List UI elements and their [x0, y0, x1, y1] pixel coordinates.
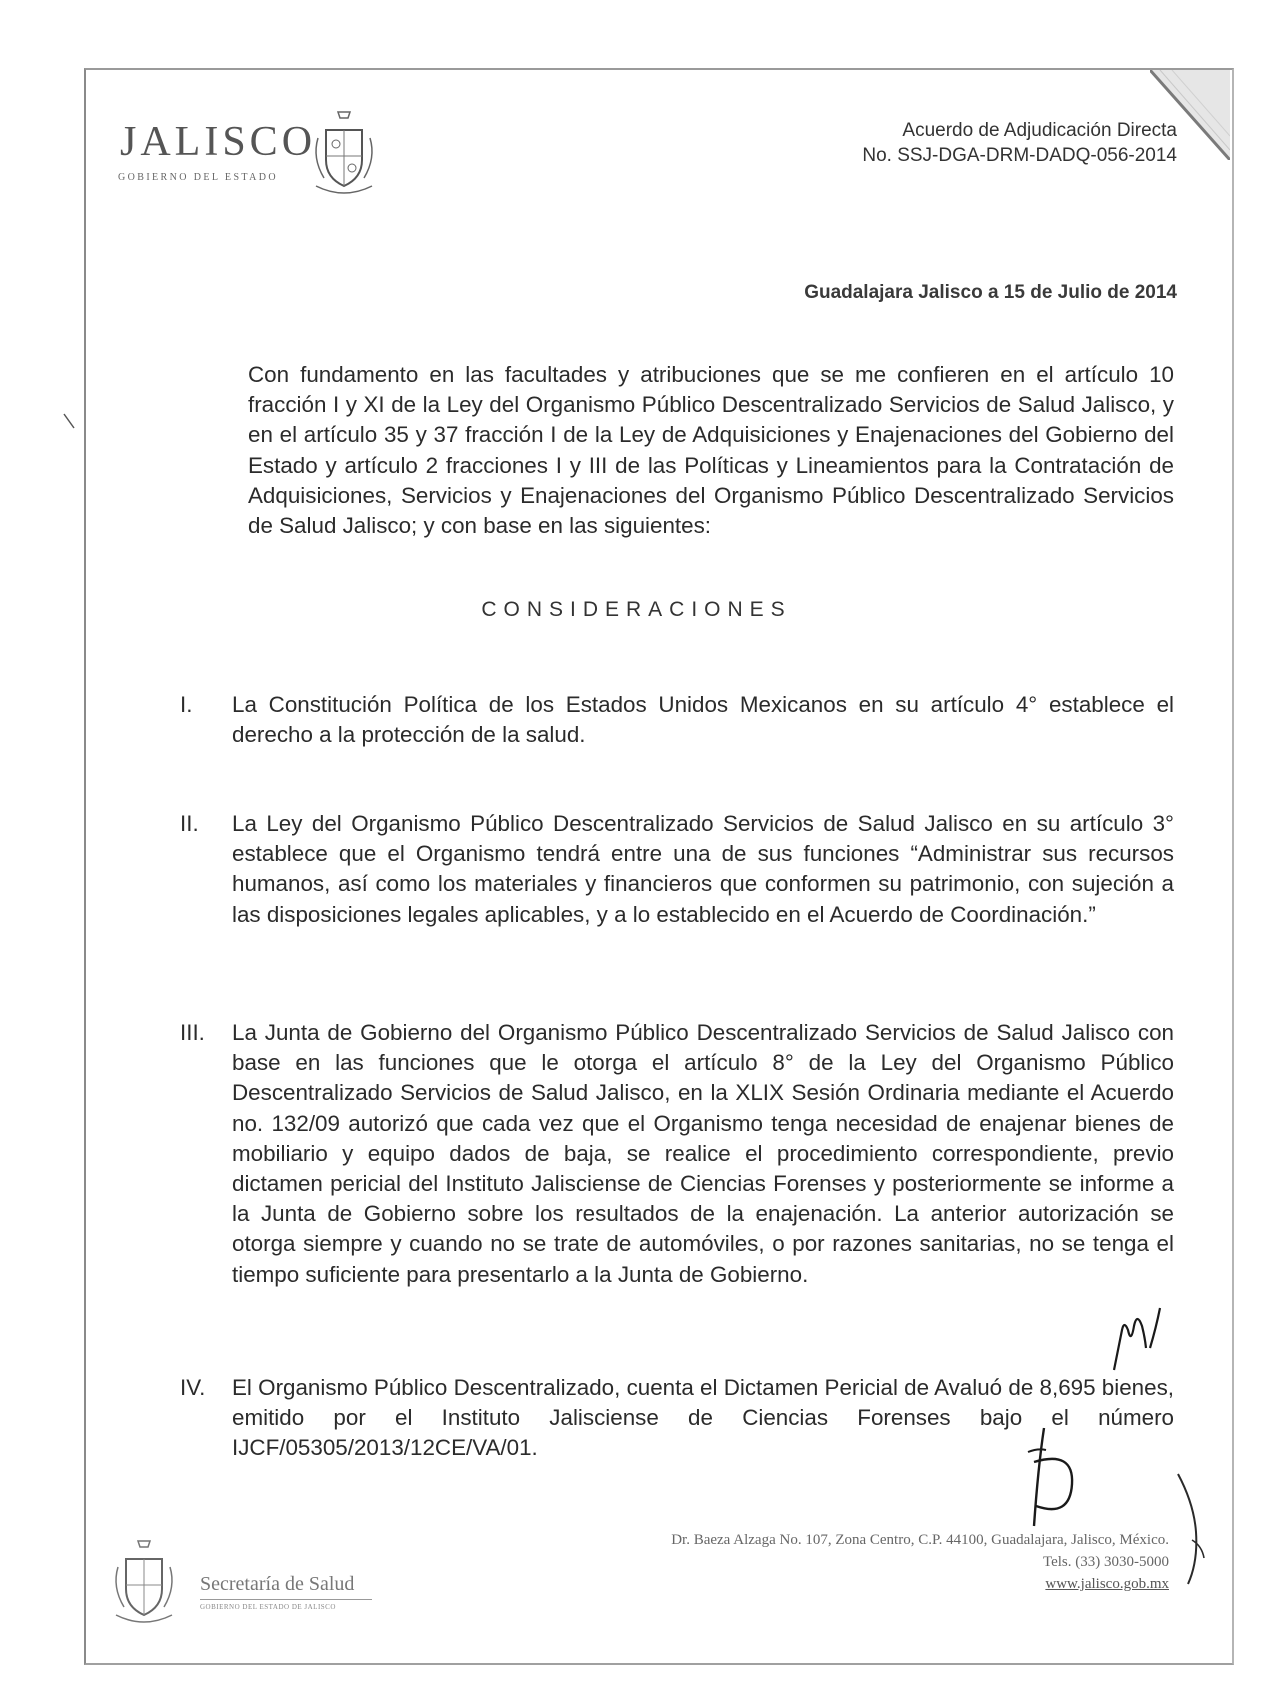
footer-website-link[interactable]: www.jalisco.gob.mx	[1045, 1576, 1169, 1592]
secretaria-logo	[108, 1537, 378, 1633]
document-number: No. SSJ-DGA-DRM-DADQ-056-2014	[862, 145, 1177, 166]
footer-address-block	[671, 1529, 1169, 1595]
section-title: CONSIDERACIONES	[481, 598, 792, 621]
consideration-text: La Junta de Gobierno del Organismo Público Descentralizado Servicios de Salud Jalisco con base en las funciones que le otorga el artículo 8° de la Ley del Organismo Público Descentralizado Servicios de Salud Jalisco, en la XLIX Sesión Ordinaria mediante el Acuerdo no. 132/09 autorizó que cada vez que el Organismo tenga necesidad de enajenar bienes de mobiliario y equipo dados de baja, se realice el procedimiento correspondiente, previo dictamen pericial del Instituto Jalisciense de Ciencias Forenses y posteriormente se informe a la Junta de Gobierno sobre los resultados de la enajenación. La anterior autorización se otorga siempre y cuando no se trate de automóviles, o por razones sanitarias, no se tenga el tiempo suficiente para presentarlo a la Junta de Gobierno.	[232, 1020, 1174, 1287]
footer-address: Dr. Baeza Alzaga No. 107, Zona Centro, C.P. 44100, Guadalajara, Jalisco, México.	[671, 1532, 1169, 1548]
logo-subtitle: GOBIERNO DEL ESTADO	[118, 172, 278, 183]
stray-mark-icon	[62, 412, 78, 432]
logo-wordmark: JALISCO	[120, 119, 317, 165]
consideration-item-3	[180, 1018, 1174, 1290]
consideration-numeral: IV.	[180, 1375, 206, 1400]
consideration-item-1	[180, 690, 1174, 750]
handwritten-initials-icon	[1100, 1300, 1170, 1380]
consideration-numeral: III.	[180, 1020, 205, 1045]
consideration-numeral: I.	[180, 692, 193, 717]
intro-paragraph: Con fundamento en las facultades y atribuciones que se me confieren en el artículo 10 fracción I y XI de la Ley del Organismo Público Descentralizado Servicios de Salud Jalisco, y en el artículo 35 y 37 fracción I de la Ley de Adquisiciones y Enajenaciones del Gobierno del Estado y artículo 2 fracciones I y III de las Políticas y Lineamientos para la Contratación de Adquisiciones, Servicios y Enajenaciones del Organismo Público Descentralizado Servicios de Salud Jalisco; y con base en las siguientes:	[248, 362, 1174, 539]
jalisco-logo	[112, 108, 382, 204]
document-id-block	[862, 118, 1177, 168]
handwritten-stroke-icon	[1168, 1470, 1218, 1590]
document-date: Guadalajara Jalisco a 15 de Julio de 2014	[804, 282, 1177, 303]
consideration-item-2	[180, 809, 1174, 930]
document-type: Acuerdo de Adjudicación Directa	[902, 120, 1177, 141]
consideration-text: La Constitución Política de los Estados Unidos Mexicanos en su artículo 4° establece el derecho a la protección de la salud.	[232, 692, 1174, 748]
handwritten-signature-icon	[1008, 1422, 1088, 1530]
consideration-numeral: II.	[180, 811, 199, 836]
consideration-text: La Ley del Organismo Público Descentralizado Servicios de Salud Jalisco en su artículo 3° establece que el Organismo tendrá entre una de sus funciones “Administrar sus recursos humanos, así como los materiales y financieros que conformen su patrimonio, con sujeción a las disposiciones legales aplicables, y a lo establecido en el Acuerdo de Coordinación.”	[232, 811, 1174, 927]
secretaria-subtitle: GOBIERNO DEL ESTADO DE JALISCO	[200, 1603, 336, 1611]
coat-of-arms-icon	[308, 108, 380, 200]
consideration-text: El Organismo Público Descentralizado, cuenta el Dictamen Pericial de Avaluó de 8,695 bienes, emitido por el Instituto Jalisciense de Ciencias Forenses bajo el número IJCF/05305/2013/12CE/VA/01.	[232, 1375, 1174, 1461]
footer-rule	[200, 1599, 372, 1600]
footer-phone: Tels. (33) 3030-5000	[1042, 1554, 1169, 1570]
secretaria-name: Secretaría de Salud	[200, 1573, 355, 1595]
coat-of-arms-icon	[108, 1537, 180, 1629]
